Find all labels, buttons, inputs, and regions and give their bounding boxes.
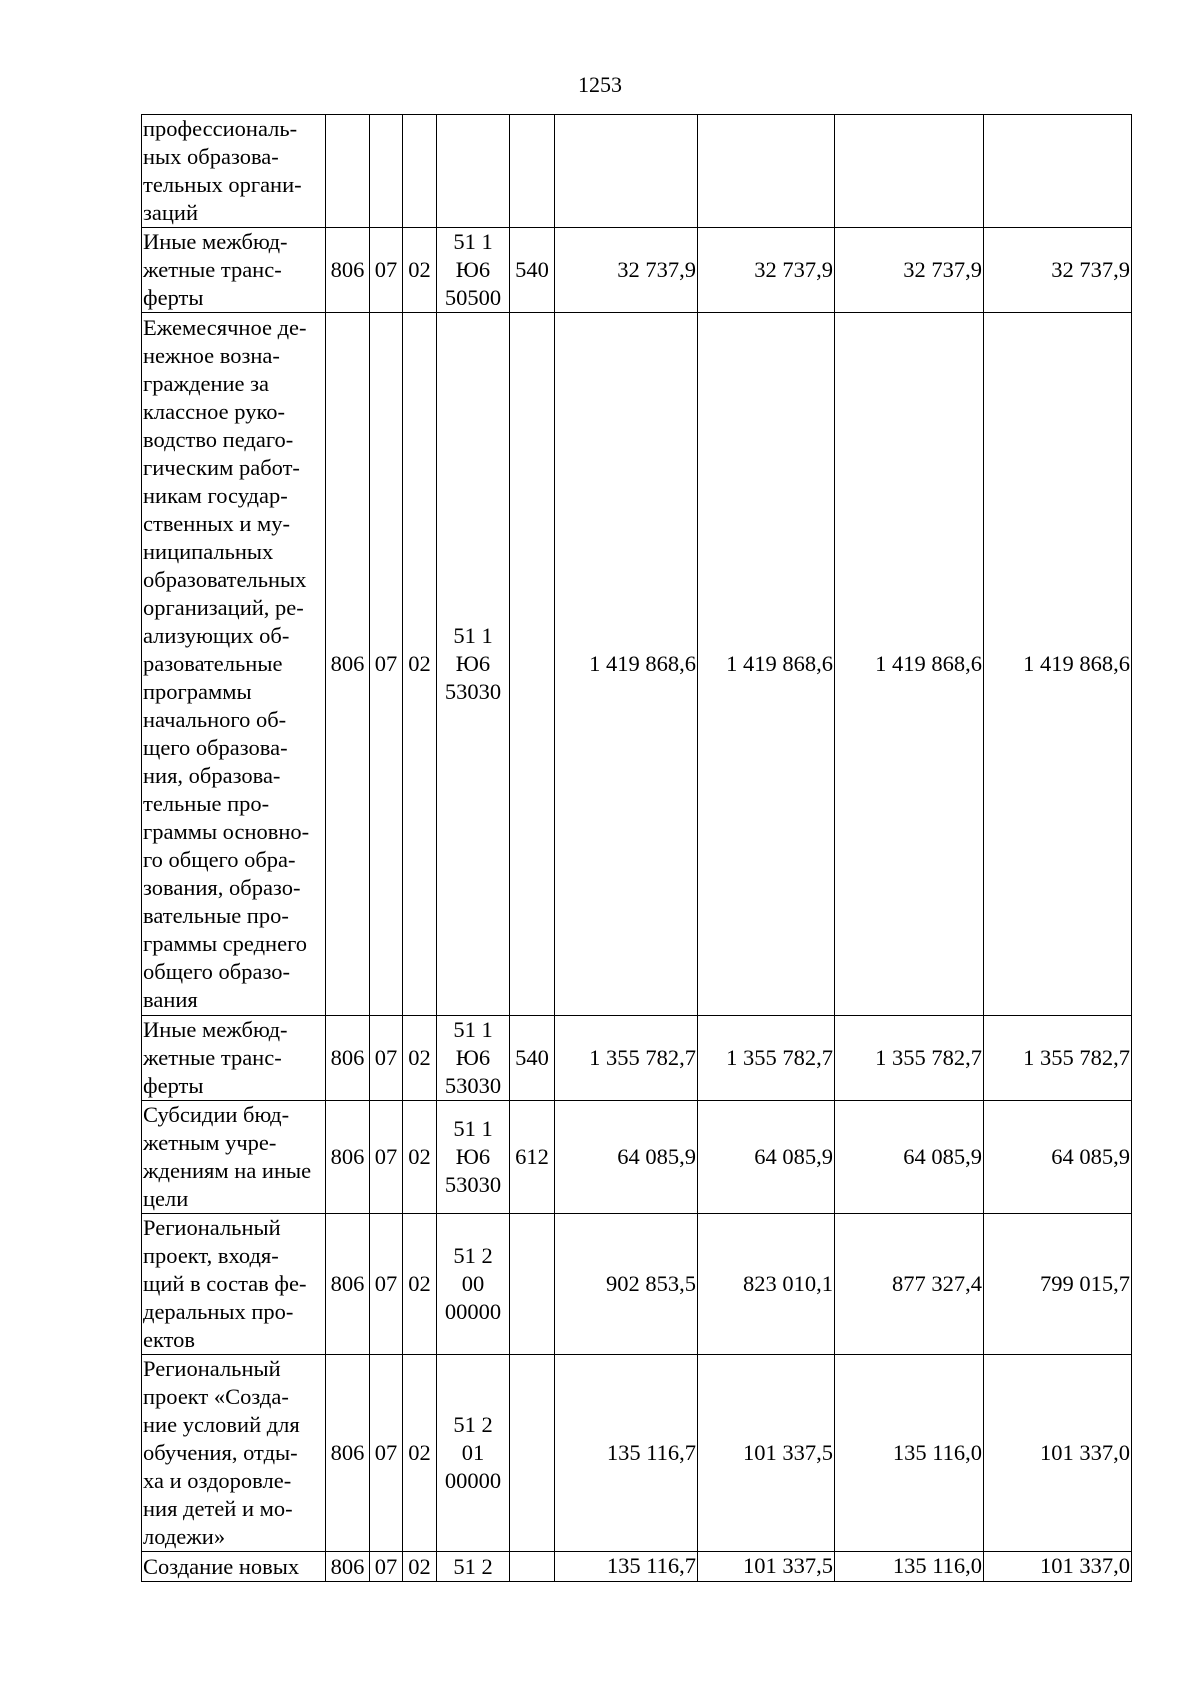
cell-line: гическим работ-	[143, 455, 300, 480]
pr-cell: 02	[403, 1101, 437, 1214]
item-name-cell	[142, 1101, 326, 1214]
amount-cell-v1	[555, 115, 698, 228]
rz-cell: 07	[370, 1016, 403, 1101]
rz-cell: 07	[370, 228, 403, 313]
table-row	[142, 115, 1132, 228]
cell-line: программы	[143, 679, 252, 704]
cell-line: организаций, ре-	[143, 595, 304, 620]
amount-cell-v2: 101 337,5	[698, 1552, 835, 1582]
amount-cell-v2	[698, 115, 835, 228]
cell-line: Иные межбюд-	[143, 1017, 288, 1042]
amount-cell-v1: 902 853,5	[555, 1214, 698, 1355]
ved-cell: 806	[326, 1016, 370, 1101]
rz-cell: 07	[370, 1101, 403, 1214]
rz-cell: 07	[370, 1214, 403, 1355]
pr-cell	[403, 115, 437, 228]
cell-line: щий в состав фе-	[143, 1271, 307, 1296]
cell-line: образовательных	[143, 567, 307, 592]
cell-line: граммы основно-	[143, 819, 310, 844]
amount-cell-v4: 32 737,9	[984, 228, 1132, 313]
cell-line: 00	[461, 1271, 485, 1296]
cell-line: заций	[143, 200, 198, 225]
csr-cell	[437, 1101, 510, 1214]
amount-cell-v3	[835, 115, 984, 228]
pr-cell: 02	[403, 228, 437, 313]
rz-cell: 07	[370, 1552, 403, 1582]
cell-line: граммы среднего	[143, 931, 308, 956]
cell-line: 51 1	[453, 1017, 493, 1042]
amount-cell-v3: 877 327,4	[835, 1214, 984, 1355]
amount-cell-v2: 1 355 782,7	[698, 1016, 835, 1101]
cell-line: Ю6	[455, 1144, 491, 1169]
cell-line: цели	[143, 1186, 189, 1211]
cell-line: Ю6	[455, 257, 491, 282]
ved-cell: 806	[326, 1552, 370, 1582]
cell-line: обучения, отды-	[143, 1440, 298, 1465]
vr-cell: 540	[510, 1016, 555, 1101]
csr-cell	[437, 115, 510, 228]
amount-cell-v4: 1 355 782,7	[984, 1016, 1132, 1101]
amount-cell-v2: 823 010,1	[698, 1214, 835, 1355]
amount-cell-v2: 1 419 868,6	[698, 313, 835, 1016]
rz-cell	[370, 115, 403, 228]
amount-cell-v4	[984, 115, 1132, 228]
cell-line: жетные транс-	[143, 1045, 282, 1070]
cell-line: Создание новых	[143, 1553, 300, 1579]
amount-cell-v1: 135 116,7	[555, 1355, 698, 1552]
item-name-cell	[142, 115, 326, 228]
cell-line: общего образо-	[143, 959, 290, 984]
pr-cell: 02	[403, 1355, 437, 1552]
vr-cell	[510, 115, 555, 228]
csr-cell	[437, 228, 510, 313]
cell-line: Ю6	[455, 651, 491, 676]
cell-line: 00000	[444, 1299, 502, 1324]
cell-line: 51 2	[453, 1553, 493, 1579]
cell-line: ственных и му-	[143, 511, 291, 536]
cell-line: 51 2	[453, 1243, 493, 1268]
item-name-cell	[142, 313, 326, 1016]
cell-line: зования, образо-	[143, 875, 301, 900]
vr-cell: 540	[510, 228, 555, 313]
item-name-cell	[142, 1552, 326, 1582]
amount-cell-v1: 64 085,9	[555, 1101, 698, 1214]
amount-cell-v4: 101 337,0	[984, 1552, 1132, 1582]
cell-line: 51 1	[453, 623, 493, 648]
cell-line: го общего обра-	[143, 847, 296, 872]
cell-line: водство педаго-	[143, 427, 294, 452]
cell-line: нежное возна-	[143, 343, 280, 368]
ved-cell: 806	[326, 228, 370, 313]
pr-cell: 02	[403, 1552, 437, 1582]
cell-line: 01	[461, 1440, 485, 1465]
table-row	[142, 1016, 1132, 1101]
ved-cell: 806	[326, 313, 370, 1016]
cell-line: Региональный	[143, 1215, 281, 1240]
cell-line: вания	[143, 987, 198, 1012]
amount-cell-v4: 1 419 868,6	[984, 313, 1132, 1016]
table-row	[142, 1355, 1132, 1552]
cell-line: Ю6	[455, 1045, 491, 1070]
amount-cell-v1: 32 737,9	[555, 228, 698, 313]
amount-cell-v3: 32 737,9	[835, 228, 984, 313]
cell-line: ния, образова-	[143, 763, 281, 788]
table-row	[142, 1101, 1132, 1214]
table-row	[142, 228, 1132, 313]
rz-cell: 07	[370, 313, 403, 1016]
pr-cell: 02	[403, 1214, 437, 1355]
amount-cell-v2: 101 337,5	[698, 1355, 835, 1552]
cell-line: ектов	[143, 1327, 196, 1352]
csr-cell	[437, 1355, 510, 1552]
csr-cell	[437, 1214, 510, 1355]
cell-line: никам государ-	[143, 483, 288, 508]
table-row	[142, 1552, 1132, 1582]
ved-cell: 806	[326, 1214, 370, 1355]
item-name-cell	[142, 1016, 326, 1101]
page-number: 1253	[578, 72, 622, 97]
amount-cell-v2: 64 085,9	[698, 1101, 835, 1214]
cell-line: профессиональ-	[143, 116, 298, 141]
csr-cell	[437, 313, 510, 1016]
amount-cell-v1: 1 355 782,7	[555, 1016, 698, 1101]
csr-cell	[437, 1552, 510, 1582]
item-name-cell	[142, 1355, 326, 1552]
amount-cell-v3: 64 085,9	[835, 1101, 984, 1214]
cell-line: Ежемесячное де-	[143, 315, 307, 340]
cell-line: Региональный	[143, 1356, 281, 1381]
rz-cell: 07	[370, 1355, 403, 1552]
amount-cell-v1: 1 419 868,6	[555, 313, 698, 1016]
item-name-cell	[142, 1214, 326, 1355]
cell-line: 00000	[444, 1468, 502, 1493]
cell-line: лодежи»	[143, 1524, 226, 1549]
budget-table	[141, 114, 1132, 1582]
table-row	[142, 1214, 1132, 1355]
cell-line: ния детей и мо-	[143, 1496, 293, 1521]
cell-line: ферты	[143, 1073, 204, 1098]
cell-line: жетным учре-	[143, 1130, 277, 1155]
cell-line: проект, входя-	[143, 1243, 279, 1268]
cell-line: 51 1	[453, 229, 493, 254]
amount-cell-v4: 799 015,7	[984, 1214, 1132, 1355]
cell-line: начального об-	[143, 707, 287, 732]
cell-line: 53030	[444, 679, 502, 704]
vr-cell	[510, 1214, 555, 1355]
cell-line: ние условий для	[143, 1412, 300, 1437]
cell-line: вательные про-	[143, 903, 289, 928]
cell-line: ных образова-	[143, 144, 279, 169]
cell-line: разовательные	[143, 651, 283, 676]
amount-cell-v4: 64 085,9	[984, 1101, 1132, 1214]
cell-line: тельные про-	[143, 791, 270, 816]
cell-line: Иные межбюд-	[143, 229, 288, 254]
cell-line: Субсидии бюд-	[143, 1102, 290, 1127]
amount-cell-v3: 135 116,0	[835, 1355, 984, 1552]
ved-cell: 806	[326, 1355, 370, 1552]
cell-line: ха и оздоровле-	[143, 1468, 292, 1493]
cell-line: 50500	[444, 285, 502, 310]
cell-line: ферты	[143, 285, 204, 310]
vr-cell	[510, 1355, 555, 1552]
cell-line: граждение за	[143, 371, 270, 396]
amount-cell-v2: 32 737,9	[698, 228, 835, 313]
amount-cell-v3: 1 419 868,6	[835, 313, 984, 1016]
cell-line: классное руко-	[143, 399, 286, 424]
table-body	[142, 115, 1132, 1582]
cell-line: 51 2	[453, 1412, 493, 1437]
cell-line: 51 1	[453, 1116, 493, 1141]
cell-line: ниципальных	[143, 539, 274, 564]
amount-cell-v1: 135 116,7	[555, 1552, 698, 1582]
cell-line: 53030	[444, 1073, 502, 1098]
vr-cell	[510, 1552, 555, 1582]
cell-line: ализующих об-	[143, 623, 290, 648]
ved-cell: 806	[326, 1101, 370, 1214]
amount-cell-v3: 135 116,0	[835, 1552, 984, 1582]
cell-line: ждениям на иные	[143, 1158, 312, 1183]
amount-cell-v4: 101 337,0	[984, 1355, 1132, 1552]
vr-cell: 612	[510, 1101, 555, 1214]
csr-cell	[437, 1016, 510, 1101]
table-row	[142, 313, 1132, 1016]
cell-line: тельных органи-	[143, 172, 302, 197]
cell-line: деральных про-	[143, 1299, 294, 1324]
ved-cell	[326, 115, 370, 228]
amount-cell-v3: 1 355 782,7	[835, 1016, 984, 1101]
item-name-cell	[142, 228, 326, 313]
cell-line: проект «Созда-	[143, 1384, 289, 1409]
vr-cell	[510, 313, 555, 1016]
cell-line: щего образова-	[143, 735, 288, 760]
pr-cell: 02	[403, 1016, 437, 1101]
cell-line: 53030	[444, 1172, 502, 1197]
cell-line: жетные транс-	[143, 257, 282, 282]
pr-cell: 02	[403, 313, 437, 1016]
